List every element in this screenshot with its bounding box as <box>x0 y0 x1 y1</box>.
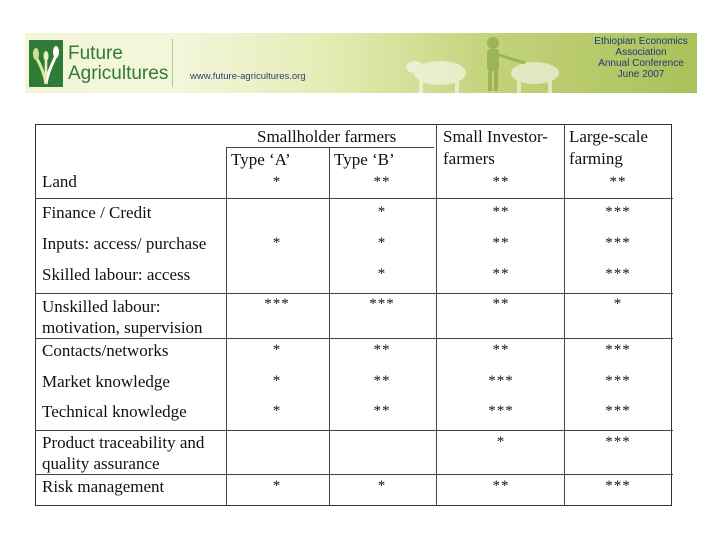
row-label-market-knowledge: Market knowledge <box>42 372 170 391</box>
cell-small-investor: ** <box>492 174 510 190</box>
cell-small-investor: ** <box>492 296 510 312</box>
header-large-scale-line-2: farming <box>569 149 623 168</box>
column-divider <box>329 147 330 506</box>
farmer-oxen-illustration-icon <box>385 33 585 93</box>
row-label-finance: Finance / Credit <box>42 203 152 222</box>
column-divider <box>226 147 227 506</box>
row-divider <box>35 198 673 199</box>
row-label-contacts: Contacts/networks <box>42 341 169 360</box>
header-type-a: Type ‘A’ <box>231 150 291 169</box>
row-label-unskilled-labour-line-1: Unskilled labour: <box>42 297 161 316</box>
row-divider <box>35 338 673 339</box>
cell-large-scale: * <box>613 296 623 312</box>
row-divider <box>35 293 673 294</box>
row-label-land: Land <box>42 172 77 191</box>
cell-type-a: * <box>272 342 282 358</box>
cell-small-investor: *** <box>488 373 514 389</box>
header-large-scale-line-1: Large-scale <box>569 127 648 146</box>
cell-type-b: * <box>377 266 387 282</box>
cell-type-a: * <box>272 403 282 419</box>
cell-small-investor: ** <box>492 266 510 282</box>
header-smallholder-farmers: Smallholder farmers <box>257 127 397 146</box>
future-agricultures-logo-icon <box>29 40 63 87</box>
cell-small-investor: ** <box>492 204 510 220</box>
cell-large-scale: *** <box>605 373 631 389</box>
cell-type-b: ** <box>373 174 391 190</box>
cell-type-b: ** <box>373 373 391 389</box>
cell-type-b: * <box>377 204 387 220</box>
cell-small-investor: * <box>496 434 506 450</box>
conference-line-1: Ethiopian Economics <box>594 36 688 47</box>
cell-type-a: * <box>272 373 282 389</box>
cell-large-scale: *** <box>605 342 631 358</box>
cell-type-a: * <box>272 174 282 190</box>
cell-type-b: * <box>377 478 387 494</box>
column-divider <box>564 124 565 506</box>
conference-info <box>577 36 697 80</box>
row-label-technical-knowledge: Technical knowledge <box>42 402 187 421</box>
cell-small-investor: ** <box>492 342 510 358</box>
conference-line-2: Association <box>615 47 667 58</box>
row-label-inputs: Inputs: access/ purchase <box>42 234 207 253</box>
header-type-b: Type ‘B’ <box>334 150 395 169</box>
logo-line-1: Future <box>68 43 123 64</box>
cell-type-a: * <box>272 235 282 251</box>
conference-line-4: June 2007 <box>617 69 665 80</box>
cell-type-b: *** <box>369 296 395 312</box>
logo-wordmark <box>68 44 168 84</box>
logo-divider <box>172 39 173 87</box>
cell-small-investor: ** <box>492 235 510 251</box>
header-small-investor-line-1: Small Investor- <box>443 127 548 146</box>
cell-large-scale: *** <box>605 478 631 494</box>
cell-type-b: ** <box>373 403 391 419</box>
row-divider <box>35 474 673 475</box>
cell-type-a: * <box>272 478 282 494</box>
header-small-investor-line-2: farmers <box>443 149 495 168</box>
cell-type-b: * <box>377 235 387 251</box>
website-link[interactable]: www.future-agricultures.org <box>190 71 306 82</box>
row-label-skilled-labour: Skilled labour: access <box>42 265 191 284</box>
row-label-risk-management: Risk management <box>42 477 165 496</box>
cell-large-scale: *** <box>605 266 631 282</box>
row-label-traceability-line-1: Product traceability and <box>42 433 205 452</box>
cell-small-investor: ** <box>492 478 510 494</box>
row-divider <box>35 430 673 431</box>
cell-type-a: *** <box>264 296 290 312</box>
cell-large-scale: *** <box>605 204 631 220</box>
cell-small-investor: *** <box>488 403 514 419</box>
row-label-unskilled-labour-line-2: motivation, supervision <box>42 318 203 337</box>
conference-line-3: Annual Conference <box>598 58 684 69</box>
cell-large-scale: ** <box>609 174 627 190</box>
logo-line-2: Agricultures <box>68 63 169 84</box>
row-label-traceability-line-2: quality assurance <box>42 454 160 473</box>
header-banner <box>25 33 697 93</box>
cell-large-scale: *** <box>605 235 631 251</box>
cell-large-scale: *** <box>605 403 631 419</box>
column-divider <box>436 124 437 506</box>
cell-type-b: ** <box>373 342 391 358</box>
cell-large-scale: *** <box>605 434 631 450</box>
header-underline <box>226 147 434 148</box>
